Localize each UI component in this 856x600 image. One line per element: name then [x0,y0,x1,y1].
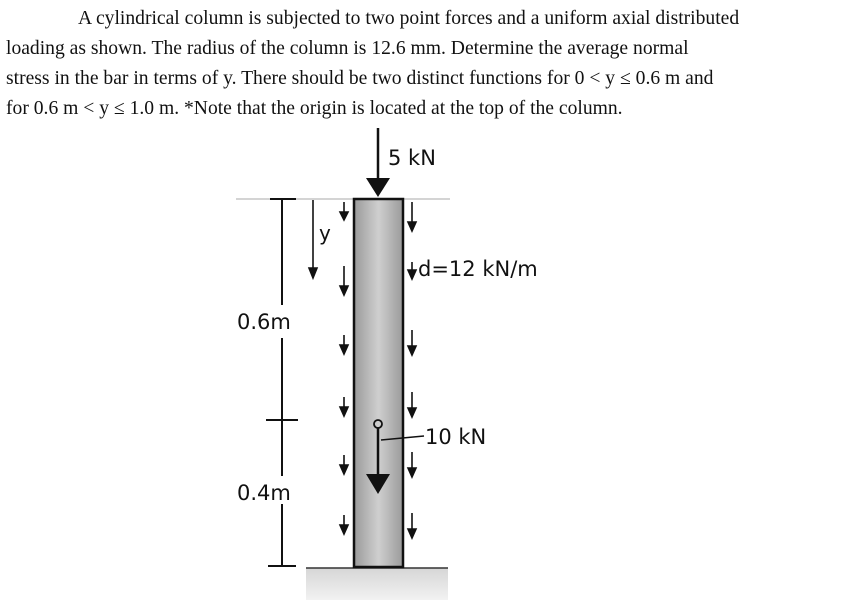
column [354,199,403,567]
distributed-load-arrows-right [408,202,416,538]
problem-line-1: A cylindrical column is subjected to two point forces and a uniform axial distributed [78,8,740,29]
problem-line-2: loading as shown. The radius of the column is 12.6 mm. Determine the average normal [6,38,689,59]
lower-length-label: 0.4m [237,481,291,505]
y-axis-label: y [319,221,331,245]
distributed-load-label: d=12 kN/m [418,257,538,281]
ground [306,568,448,600]
top-force-label: 5 kN [388,146,436,170]
y-axis-arrow [309,200,317,278]
problem-line-3: stress in the bar in terms of y. There should be two distinct functions for 0 < y ≤ 0.6 m and [6,68,714,89]
distributed-load-arrows-left [340,202,348,534]
problem-line-4: for 0.6 m < y ≤ 1.0 m. *Note that the origin is located at the top of the column. [6,98,623,119]
dimension-lines [266,199,298,566]
top-force-arrow [366,128,390,197]
upper-length-label: 0.6m [237,310,291,334]
mid-force-label: 10 kN [425,425,487,449]
